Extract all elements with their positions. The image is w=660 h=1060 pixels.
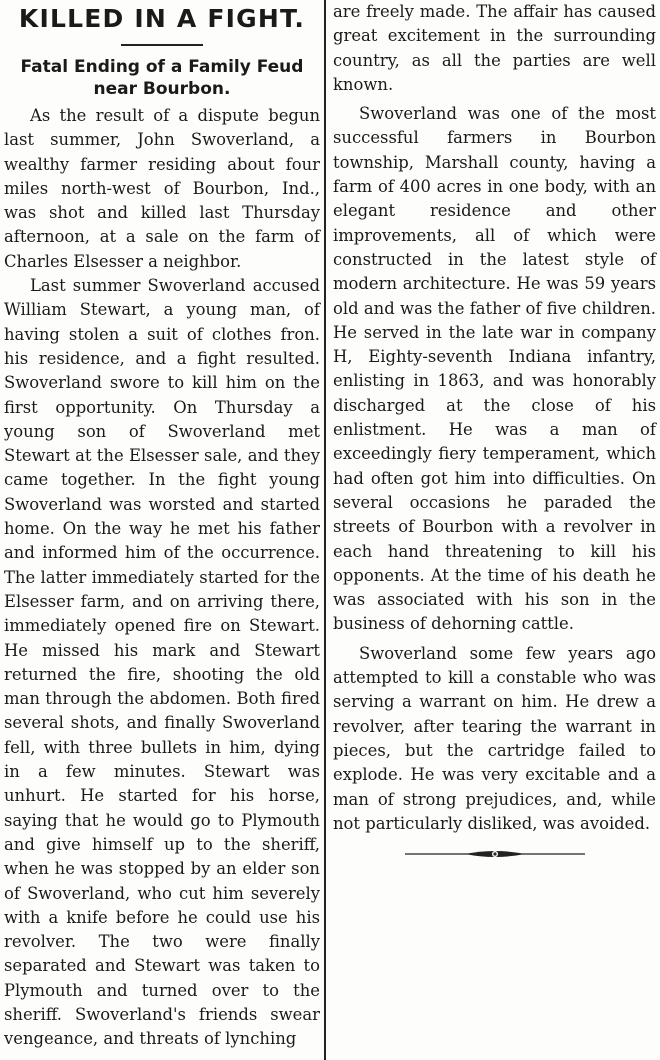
right-column xyxy=(333,0,656,1060)
column-divider xyxy=(324,0,326,1060)
headline: KILLED IN A FIGHT. xyxy=(18,4,306,33)
end-ornament-icon xyxy=(405,848,585,860)
left-column xyxy=(4,0,320,1060)
paragraph-2: Last summer Swoverland accused William Stewart, a young man, of having stolen a suit of clothes fron. his residence, and a fight resulted. Swoverland swore to kill him on the first opportunity. On Thursday a young son of Swoverland met Stewart at the Elsesser sale, and they came together. In the fight young Swoverland was worsted and started home. On the way he met his father and informed him of the occurrence. The latter immediately started for the Elsesser farm, and on arriving there, immediately opened fire on Stewart. He missed his mark and Stewart returned the fire, shooting the old man through the abdomen. Both fired several shots, and finally Swoverland fell, with three bullets in him, dying in a few minutes. Stewart was unhurt. He started for his horse, saying that he would go to Plymouth and give himself up to the sheriff, when he was stopped by an elder son of Swoverland, who cut him severely with a knife before he could use his revolver. The two were finally separated and Stewart was taken to Plymouth and turned over to the sheriff. Swoverland's friends swear vengeance, and threats of lynching xyxy=(4,276,320,1049)
paragraph-4: Swoverland was one of the most successful farmers in Bourbon township, Marshall county, having a farm of 400 acres in one body, with an elegant residence and other improvements, all of which were constructed in the latest style of modern architecture. He was 59 years old and was the father of five children. He served in the late war in company H, Eighty-seventh Indiana infantry, enlisting in 1863, and was honorably discharged at the close of his enlistment. He was a man of exceedingly fiery temperament, which had often got him into difficulties. On several occasions he paraded the streets of Bourbon with a revolver in each hand threatening to kill his opponents. At the time of his death he was associated with his son in the business of dehorning cattle. xyxy=(333,104,656,634)
paragraph-3: are freely made. The affair has caused great excitement in the surrounding country, as all the parties are well known. xyxy=(333,2,656,94)
paragraph-5: Swoverland some few years ago attempted to kill a constable who was serving a warrant on him. He drew a revolver, after tearing the warrant in pieces, but the cartridge failed to explode. He was very excitable and a man of strong prejudices, and, while not particularly disliked, was avoided. xyxy=(333,643,656,833)
subheadline: Fatal Ending of a Family Feud near Bourbon. xyxy=(20,57,304,99)
paragraph-1: As the result of a dispute begun last summer, John Swoverland, a wealthy farmer residing about four miles north-west of Bourbon, Ind., was shot and killed last Thursday afternoon, at a sale on the farm of Charles Elsesser a neighbor. xyxy=(4,106,320,271)
headline-rule xyxy=(121,44,203,46)
